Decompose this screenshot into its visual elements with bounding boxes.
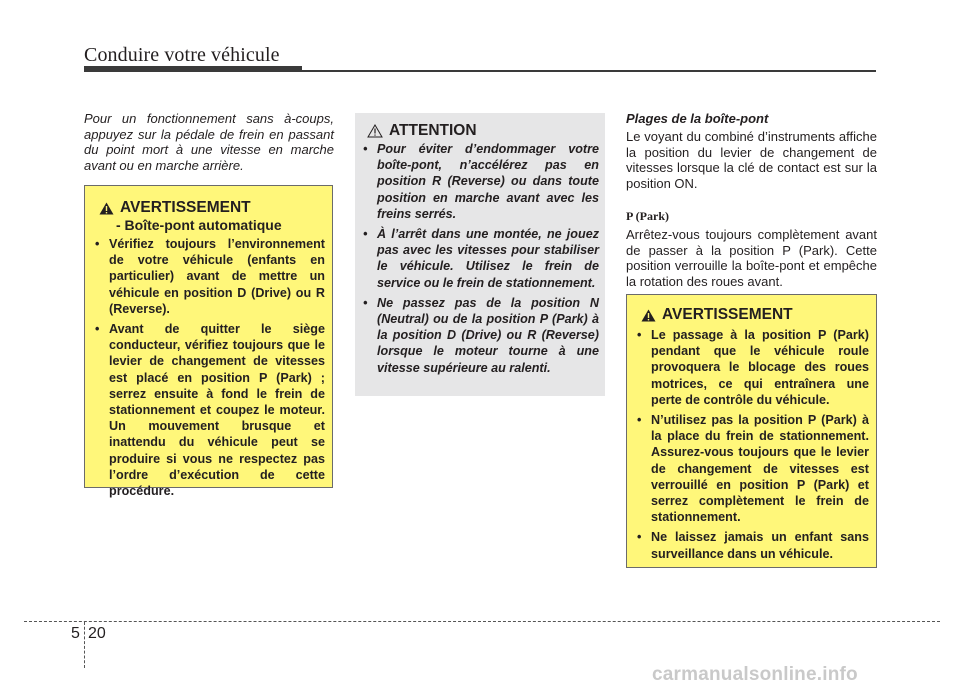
warning-list [93,236,325,503]
chapter-number: 5 [71,625,80,642]
header-rule [84,66,302,72]
page-number: 20 [88,625,106,642]
warning-title: AVERTISSEMENT [120,199,251,216]
warning-triangle-icon [99,202,114,215]
caution-header [367,122,477,140]
warning-box-right [626,294,877,568]
list-item: • Le passage à la position P (Park) pendant que le véhicule roule provoquera le blocage des roues motrices, ce qui entraînera une perte de contrôle du véhicule. [635,327,869,408]
warning-header [99,199,251,217]
watermark: carmanualsonline.info [652,664,858,685]
list-item: • Ne laissez jamais un enfant sans surveillance dans un véhicule. [635,529,869,561]
footer-divider [84,622,85,668]
header-rule-thin [302,70,876,72]
intro-paragraph: Pour un fonctionnement sans à-coups, appuyez sur la pédale de frein en passant du point mort à une vitesse en marche avant ou en marche arrière. [84,111,334,173]
park-paragraph: Arrêtez-vous toujours complètement avant de passer à la position P (Park). Cette position verrouille la boîte-pont et empêche la rotation des roues avant. [626,227,877,289]
park-subheading: P (Park) [626,209,669,223]
warning-list [635,327,869,566]
list-item: • Vérifiez toujours l’environnement de votre véhicule (enfants en particulier) avant de mettre un véhicule en position D (Drive) ou R (Reverse). [93,236,325,317]
warning-title: AVERTISSEMENT [662,306,793,323]
section-title: Plages de la boîte-pont [626,111,769,126]
caution-list [361,141,599,380]
caution-triangle-icon [367,124,383,138]
caution-box [355,113,605,396]
warning-triangle-icon [641,309,656,322]
list-item: • Pour éviter d’endommager votre boîte-pont, n’accélérez pas en position R (Reverse) ou dans toute position en marche avant avec les freins serrés. [361,141,599,222]
footer-rule [24,621,940,622]
list-item: • Ne passez pas de la position N (Neutral) ou de la position P (Park) à la position D (Drive) ou R (Reverse) lorsque le moteur tourne à une vitesse supérieure au ralenti. [361,295,599,376]
list-item: • À l’arrêt dans une montée, ne jouez pas avec les vitesses pour stabiliser le véhicule. Utilisez le frein de service ou le frein de stationnement. [361,226,599,291]
warning-box-left [84,185,333,499]
page-header-title: Conduire votre véhicule [84,44,280,66]
warning-subtitle: - Boîte-pont automatique [116,217,282,233]
warning-header [641,306,793,324]
list-item: • N’utilisez pas la position P (Park) à la place du frein de stationnement. Assurez-vous toujours que le levier de changement de vitesses est verrouillé en position P (Park) et serrez complètement le frein de stationnement. [635,412,869,525]
caution-title: ATTENTION [389,122,477,139]
section-paragraph: Le voyant du combiné d’instruments affiche la position du levier de changement de vitesses lorsque la clé de contact est sur la position ON. [626,129,877,191]
list-item: • Avant de quitter le siège conducteur, vérifiez toujours que le levier de changement de vitesses est placé en position P (Park) ; serrez ensuite à fond le frein de stationnement et coupez le moteur. Un mouvement brusque et inattendu du véhicule peut se produire si vous ne respectez pas l’ordre d’exécution de cette procédure. [93,321,325,499]
